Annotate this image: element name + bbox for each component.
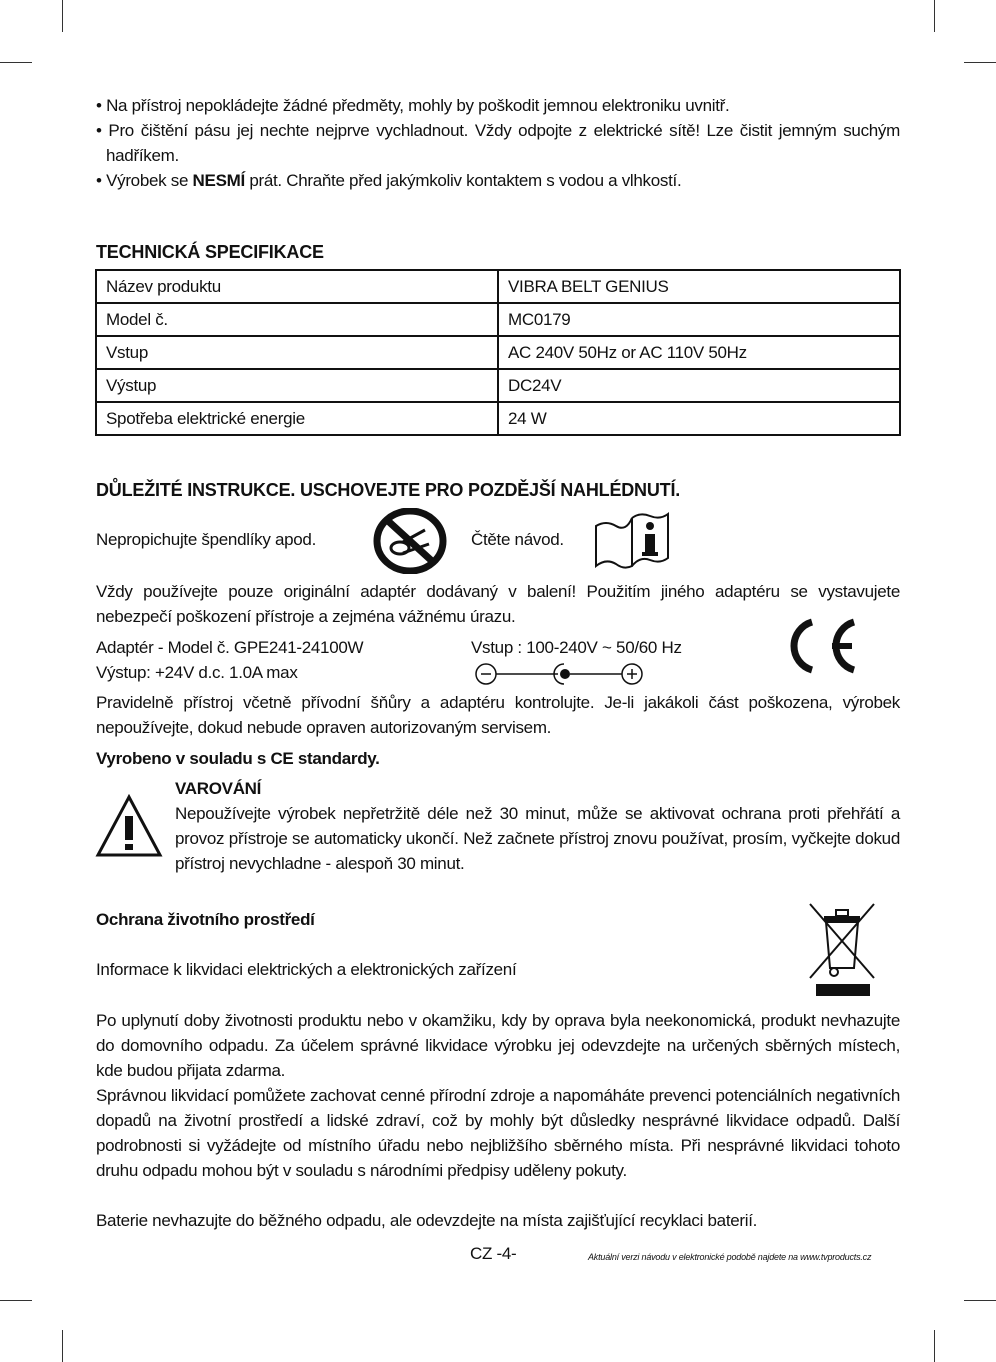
crop-mark bbox=[0, 1300, 32, 1301]
crop-mark bbox=[934, 0, 935, 32]
no-pins-icon bbox=[373, 508, 447, 574]
bullet-item bbox=[96, 168, 900, 193]
care-bullets bbox=[96, 93, 900, 193]
spec-label: Model č. bbox=[96, 303, 498, 336]
bullet-text: • Výrobek se bbox=[96, 171, 193, 190]
crop-mark bbox=[62, 1330, 63, 1362]
adapter-output: Výstup: +24V d.c. 1.0A max bbox=[96, 663, 298, 682]
bullet-item: • Na přístroj nepokládejte žádné předměty, mohly by poškodit jemnou elektroniku uvnitř. bbox=[96, 96, 730, 115]
warning-icon bbox=[95, 794, 163, 858]
instructions-title: DŮLEŽITÉ INSTRUKCE. USCHOVEJTE PRO POZDĚJŠÍ NAHLÉDNUTÍ. bbox=[96, 480, 681, 500]
polarity-icon bbox=[474, 662, 646, 686]
spec-label: Vstup bbox=[96, 336, 498, 369]
read-manual-icon bbox=[594, 512, 670, 570]
no-pins-text: Nepropichujte špendlíky apod. bbox=[96, 530, 317, 549]
crop-mark bbox=[62, 0, 63, 32]
environment-paragraph-2: Správnou likvidací pomůžete zachovat cenné přírodní zdroje a napomáháte prevenci potenciálních negativních dopadů na životní prostředí a lidské zdraví, což by mohly být důsledky nesprávné likvidace odpadů. Další podrobnosti si vyžádejte od místního úřadu nebo nejbližšího sběrného místa. Při nesprávné likvidaci tohoto druhu odpadu mohou být v souladu s národními předpisy uděleny pokuty. bbox=[96, 1086, 900, 1180]
bullet-emphasis: NESMÍ bbox=[192, 171, 245, 190]
read-manual-text: Čtěte návod. bbox=[471, 530, 564, 549]
spec-row bbox=[96, 402, 900, 435]
warning-title: VAROVÁNÍ bbox=[175, 779, 262, 798]
ce-mark-icon bbox=[778, 618, 858, 674]
environment-paragraph-3: Baterie nevhazujte do běžného odpadu, ale odevzdejte na místa zajišťující recyklaci baterií. bbox=[96, 1211, 758, 1230]
spec-value: MC0179 bbox=[498, 303, 900, 336]
spec-value: DC24V bbox=[498, 369, 900, 402]
crop-mark bbox=[934, 1330, 935, 1362]
environment-subtitle: Informace k likvidaci elektrických a elektronických zařízení bbox=[96, 960, 517, 979]
environment-paragraph-1: Po uplynutí doby životnosti produktu nebo v okamžiku, kdy by oprava byla neekonomická, produkt nevhazujte do domovního odpadu. Za účelem správné likvidace výrobku jej odevzdejte na určených sběrných místech, kde budou přijata zdarma. bbox=[96, 1011, 900, 1080]
warning-text: Nepoužívejte výrobek nepřetržitě déle než 30 minut, může se aktivovat ochrana proti přehřátí a provoz přístroje se automaticky ukončí. Než začnete přístroj znovu používat, prosím, vyčkejte dokud přístroj nevychladne - alespoň 30 minut. bbox=[175, 804, 900, 873]
spec-value: 24 W bbox=[498, 402, 900, 435]
bullet-text: prát. Chraňte před jakýmkoliv kontaktem s vodou a vlhkostí. bbox=[244, 171, 682, 190]
spec-table bbox=[95, 269, 901, 436]
spec-label: Spotřeba elektrické energie bbox=[96, 402, 498, 435]
adapter-model: Adaptér - Model č. GPE241-24100W bbox=[96, 638, 364, 657]
spec-title: TECHNICKÁ SPECIFIKACE bbox=[96, 242, 324, 262]
environment-title: Ochrana životního prostředí bbox=[96, 910, 315, 929]
page-number: CZ -4- bbox=[470, 1244, 517, 1263]
adapter-warning: Vždy používejte pouze originální adaptér dodávaný v balení! Použitím jiného adaptéru se vystavujete nebezpečí poškození přístroje a zejména vážnému úrazu. bbox=[96, 582, 900, 626]
spec-label: Název produktu bbox=[96, 270, 498, 303]
spec-label: Výstup bbox=[96, 369, 498, 402]
spec-row bbox=[96, 303, 900, 336]
crop-mark bbox=[964, 1300, 996, 1301]
bullet-item: • Pro čištění pásu jej nechte nejprve vychladnout. Vždy odpojte z elektrické sítě! Lze čistit jemným suchým hadříkem. bbox=[96, 121, 900, 165]
spec-value: VIBRA BELT GENIUS bbox=[498, 270, 900, 303]
spec-row bbox=[96, 369, 900, 402]
adapter-input: Vstup : 100-240V ~ 50/60 Hz bbox=[471, 638, 682, 657]
crop-mark bbox=[964, 62, 996, 63]
weee-bin-icon bbox=[806, 900, 878, 998]
footer-note: Aktuální verzi návodu v elektronické podobě najdete na www.tvproducts.cz bbox=[588, 1252, 872, 1262]
ce-statement: Vyrobeno v souladu s CE standardy. bbox=[96, 749, 380, 768]
spec-row bbox=[96, 336, 900, 369]
crop-mark bbox=[0, 62, 32, 63]
spec-value: AC 240V 50Hz or AC 110V 50Hz bbox=[498, 336, 900, 369]
check-paragraph: Pravidelně přístroj včetně přívodní šňůry a adaptéru kontrolujte. Je-li jakákoli část poškozena, výrobek nepoužívejte, dokud nebude opraven autorizovaným servisem. bbox=[96, 693, 900, 737]
spec-row bbox=[96, 270, 900, 303]
